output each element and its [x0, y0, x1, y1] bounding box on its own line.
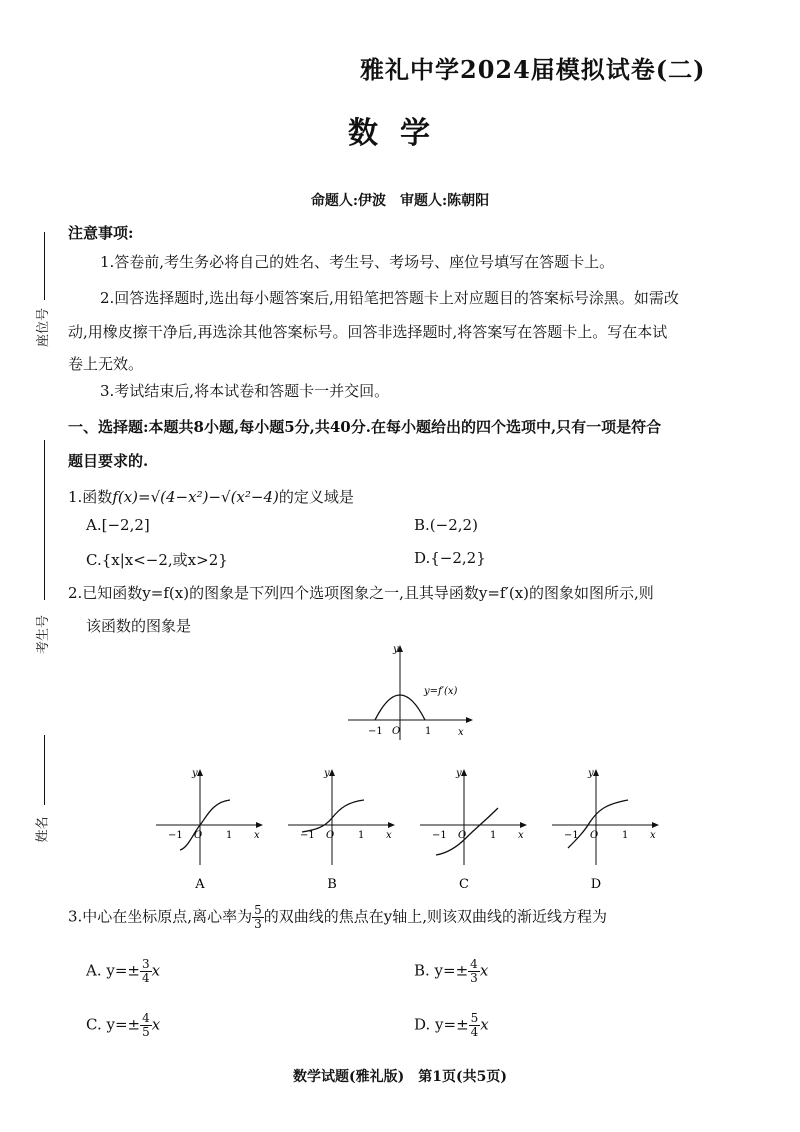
q3-stem-prefix: 3.中心在坐标原点,离心率为 — [68, 907, 253, 926]
option-b-tick-neg: −1 — [300, 830, 315, 841]
q3-eccentricity — [252, 904, 264, 931]
q3-stem — [68, 904, 607, 931]
graph-curve-label: y=f′(x) — [424, 686, 458, 697]
option-d-tick-neg: −1 — [564, 830, 579, 841]
q3-a-den: 4 — [141, 971, 150, 985]
option-c-graph — [420, 768, 527, 865]
option-b-label: B — [327, 877, 337, 892]
option-b-tick-pos: 1 — [358, 830, 365, 841]
exam-title: 雅礼中学2024届模拟试卷(二) — [360, 55, 706, 84]
option-d-label: D — [590, 877, 602, 892]
notice-heading: 注意事项: — [68, 224, 134, 242]
q3-a-frac — [140, 958, 152, 985]
name-line — [44, 735, 45, 805]
derivative-graph — [340, 640, 480, 745]
option-d-origin: O — [590, 830, 599, 841]
q2-stem-line-2: 该函数的图象是 — [86, 617, 192, 635]
page-footer: 数学试题(雅礼版) 第1页(共5页) — [293, 1069, 507, 1085]
graph-tick-neg: −1 — [368, 726, 383, 737]
q3-option-a — [86, 958, 160, 985]
option-d-graph — [552, 768, 659, 865]
option-a-tick-neg: −1 — [168, 830, 183, 841]
q3-b-num: 4 — [470, 957, 478, 971]
q3-option-b — [414, 958, 488, 985]
q3-b-prefix: B. y=± — [414, 961, 469, 980]
q3-stem-suffix: 的双曲线的焦点在y轴上,则该双曲线的渐近线方程为 — [263, 907, 607, 926]
q2-option-graphs — [150, 760, 670, 895]
name-label: 姓名 — [35, 816, 51, 843]
notice-item-2b: 动,用橡皮擦干净后,再选涂其他答案标号。回答非选择题时,将答案写在答题卡上。写在本试 — [68, 323, 668, 341]
option-b-x: x — [386, 830, 392, 841]
graph-y-label: y — [393, 644, 399, 655]
q3-d-suffix: x — [480, 1015, 489, 1034]
option-d-y: y — [588, 768, 594, 779]
q3-option-d — [414, 1012, 489, 1039]
notice-item-2c: 卷上无效。 — [68, 355, 144, 373]
notice-item-2a: 2.回答选择题时,选出每小题答案后,用铅笔把答题卡上对应题目的答案标号涂黑。如需改 — [100, 289, 679, 307]
option-a-graph — [156, 768, 263, 865]
q3-d-frac — [469, 1012, 481, 1039]
q3-option-c — [86, 1012, 160, 1039]
q1-option-b: B.(−2,2) — [414, 516, 478, 534]
q1-stem-prefix: 1.函数 — [68, 488, 113, 506]
q3-b-frac — [468, 958, 480, 985]
q3-ecc-den: 3 — [254, 917, 262, 931]
q1-option-c: C.{x|x<−2,或x>2} — [86, 551, 228, 569]
exam-no-label: 考生号 — [36, 614, 52, 655]
option-d-x: x — [650, 830, 656, 841]
q3-c-den: 5 — [142, 1025, 150, 1039]
q2-stem-line-1: 2.已知函数y=f(x)的图象是下列四个选项图象之一,且其导函数y=f′(x)的图象如图所示,则 — [68, 584, 654, 602]
option-a-label: A — [195, 877, 205, 892]
option-a-tick-pos: 1 — [226, 830, 233, 841]
q1-stem — [68, 486, 354, 507]
q1-option-d: D.{−2,2} — [414, 549, 486, 567]
option-c-y: y — [456, 768, 462, 779]
option-d-tick-pos: 1 — [622, 830, 629, 841]
seat-line — [44, 232, 45, 300]
section-1-line-1: 一、选择题:本题共8小题,每小题5分,共40分.在每小题给出的四个选项中,只有一项是符合 — [68, 418, 662, 436]
notice-item-3: 3.考试结束后,将本试卷和答题卡一并交回。 — [100, 382, 390, 400]
q3-c-num: 4 — [142, 1011, 150, 1025]
q3-d-num: 5 — [470, 1011, 479, 1025]
q3-d-den: 4 — [470, 1025, 479, 1039]
option-a-x: x — [254, 830, 260, 841]
section-1-line-2: 题目要求的. — [68, 452, 149, 470]
subject-title: 数学 — [348, 116, 452, 151]
q3-d-prefix: D. y=± — [414, 1015, 469, 1034]
option-a-origin: O — [194, 830, 203, 841]
seat-label: 座位号 — [36, 307, 52, 348]
graph-tick-pos: 1 — [425, 726, 432, 737]
option-b-y: y — [324, 768, 330, 779]
option-c-x: x — [518, 830, 524, 841]
q3-b-den: 3 — [470, 971, 478, 985]
option-b-origin: O — [326, 830, 335, 841]
q3-c-frac — [140, 1012, 152, 1039]
option-c-tick-neg: −1 — [432, 830, 447, 841]
exam-no-line — [44, 440, 45, 600]
q3-a-suffix: x — [151, 961, 161, 980]
q3-c-suffix: x — [151, 1015, 161, 1034]
notice-item-1: 1.答卷前,考生务必将自己的姓名、考生号、考场号、座位号填写在答题卡上。 — [100, 253, 615, 271]
q3-ecc-num: 5 — [254, 903, 262, 917]
q3-a-num: 3 — [141, 957, 150, 971]
q3-c-prefix: C. y=± — [86, 1015, 141, 1034]
q3-a-prefix: A. y=± — [86, 961, 140, 980]
graph-x-label: x — [458, 727, 464, 738]
option-a-y: y — [192, 768, 198, 779]
option-c-label: C — [459, 877, 469, 892]
option-c-origin: O — [458, 830, 467, 841]
q1-stem-suffix: 的定义域是 — [278, 488, 354, 506]
graph-origin: O — [392, 726, 401, 737]
q1-option-a: A.[−2,2] — [86, 516, 150, 534]
authors-line: 命题人:伊波 审题人:陈朝阳 — [310, 193, 490, 209]
option-b-graph — [288, 768, 395, 865]
q3-b-suffix: x — [479, 961, 489, 980]
q1-function: f(x)=√(4−x²)−√(x²−4) — [112, 488, 279, 506]
option-c-tick-pos: 1 — [490, 830, 497, 841]
